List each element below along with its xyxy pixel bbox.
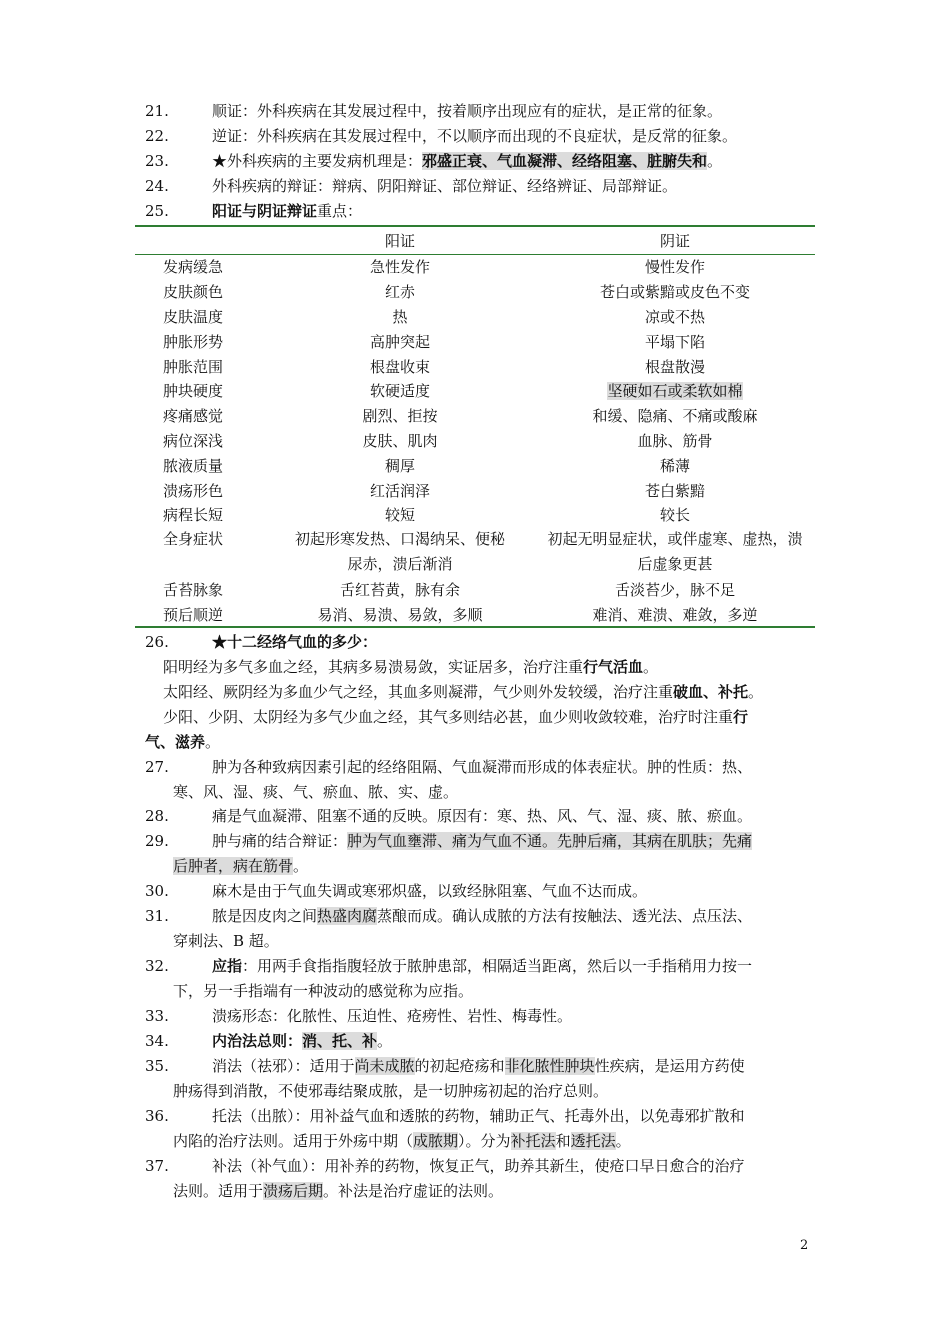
highlight-text: 坚硬如石或柔软如棉 bbox=[607, 382, 743, 401]
table-header-row bbox=[135, 226, 815, 254]
feature-cell: 肿块硬度 bbox=[163, 382, 224, 401]
highlight-text: 邪盛正衰、气血凝滞、经络阻塞、脏腑失和 bbox=[422, 152, 708, 170]
meridian-line-1: 阳明经为多气多血之经，其病多易溃易敛，实证居多，治疗注重行气活血。 bbox=[163, 658, 659, 676]
item-text-continued: 法则。适用于溃疡后期。补法是治疗虚证的法则。 bbox=[173, 1182, 504, 1200]
table-row bbox=[135, 527, 815, 577]
highlight-text: 肿为气血壅滞、痛为气血不通。先肿后痛，其病在肌肤；先痛 bbox=[347, 832, 753, 850]
table-row bbox=[135, 354, 815, 379]
item-text: 应指：用两手食指指腹轻放于脓肿患部，相隔适当距离，然后以一手指稍用力按一 bbox=[212, 957, 753, 975]
yin-cell: 和缓、隐痛、不痛或酸麻 bbox=[592, 407, 758, 426]
meridian-line-3: 少阳、少阴、太阴经为多气少血之经，其气多则结必甚，血少则收敛较难，治疗时注重行 bbox=[163, 708, 749, 726]
feature-cell: 肿胀范围 bbox=[163, 357, 224, 376]
yin-yang-comparison-table bbox=[135, 225, 815, 628]
table-header-feature bbox=[135, 226, 265, 254]
item-number: 24. bbox=[145, 177, 169, 195]
item-text: 肿为各种致病因素引起的经络阻隔、气血凝滞而形成的体表症状。肿的性质：热、 bbox=[212, 758, 753, 776]
item-text: 溃疡形态：化脓性、压迫性、疮痨性、岩性、梅毒性。 bbox=[212, 1007, 573, 1025]
feature-cell: 疼痛感觉 bbox=[163, 407, 224, 426]
feature-cell: 病位深浅 bbox=[163, 431, 224, 450]
table-row bbox=[135, 577, 815, 602]
item-number: 21. bbox=[145, 102, 169, 120]
yin-cell: 稀薄 bbox=[659, 456, 690, 475]
yin-cell: 凉或不热 bbox=[644, 307, 705, 326]
item-text: 顺证：外科疾病在其发展过程中，按着顺序出现应有的症状，是正常的征象。 bbox=[212, 102, 723, 120]
item-text-continued: 内陷的治疗法则。适用于外疡中期（成脓期）。分为补托法和透托法。 bbox=[173, 1132, 631, 1150]
item-text: 逆证：外科疾病在其发展过程中，不以顺序而出现的不良症状，是反常的征象。 bbox=[212, 127, 738, 145]
item-text: 痛是气血凝滞、阻塞不通的反映。原因有：寒、热、风、气、湿、痰、脓、瘀血。 bbox=[212, 807, 753, 825]
item-number: 28. bbox=[145, 807, 169, 825]
item-text: 补法（补气血）：用补养的药物，恢复正气，助养其新生，使疮口早日愈合的治疗 bbox=[212, 1157, 745, 1175]
yang-cell: 剧烈、拒按 bbox=[362, 407, 438, 426]
yin-cell: 平塌下陷 bbox=[644, 332, 705, 351]
item-27 bbox=[145, 757, 825, 803]
feature-cell: 全身症状 bbox=[163, 530, 224, 549]
page-number: 2 bbox=[800, 1238, 809, 1253]
yang-cell: 初起形寒发热、口渴纳呆、便秘 尿赤，溃后渐消 bbox=[294, 530, 505, 574]
feature-cell: 肿胀形势 bbox=[163, 332, 224, 351]
yang-cell: 红赤 bbox=[384, 283, 415, 302]
item-text: ★外科疾病的主要发病机理是：邪盛正衰、气血凝滞、经络阻塞、脏腑失和。 bbox=[212, 152, 723, 170]
feature-cell: 皮肤温度 bbox=[163, 307, 224, 326]
item-29 bbox=[145, 831, 825, 877]
item-text: 外科疾病的辩证：辩病、阴阳辩证、部位辩证、经络辨证、局部辩证。 bbox=[212, 177, 678, 195]
item-text: 内治法总则：消、托、补。 bbox=[212, 1032, 393, 1050]
table-row bbox=[135, 403, 815, 428]
item-number: 22. bbox=[145, 127, 169, 145]
meridian-line-2: 太阳经、厥阴经为多血少气之经，其血多则凝滞，气少则外发较缓，治疗注重破血、补托。 bbox=[163, 683, 764, 701]
item-number: 29. bbox=[145, 832, 169, 850]
highlight-text: 热盛肉腐 bbox=[317, 907, 378, 925]
item-text: 托法（出脓）：用补益气血和透脓的药物，辅助正气、托毒外出，以免毒邪扩散和 bbox=[212, 1107, 745, 1125]
yin-cell: 苍白紫黯 bbox=[644, 481, 705, 500]
table-header-yin: 阴证 bbox=[535, 226, 815, 254]
yang-cell: 较短 bbox=[384, 506, 415, 525]
item-number: 37. bbox=[145, 1157, 169, 1175]
yang-cell: 热 bbox=[392, 307, 408, 326]
item-32 bbox=[145, 956, 825, 1002]
item-number: 35. bbox=[145, 1057, 169, 1075]
item-36 bbox=[145, 1106, 825, 1152]
yang-cell: 急性发作 bbox=[369, 258, 430, 277]
highlight-text: 成脓期 bbox=[413, 1132, 459, 1150]
yin-cell bbox=[535, 378, 815, 403]
item-37 bbox=[145, 1156, 825, 1202]
table-row bbox=[135, 453, 815, 478]
item-31 bbox=[145, 906, 825, 952]
highlight-text: 后肿者，病在筋骨 bbox=[173, 857, 294, 875]
yin-cell: 较长 bbox=[659, 506, 690, 525]
yang-cell: 舌红苔黄，脉有余 bbox=[339, 580, 460, 599]
item-number: 26. bbox=[145, 633, 169, 651]
feature-cell: 溃疡形色 bbox=[163, 481, 224, 500]
item-number: 27. bbox=[145, 758, 169, 776]
feature-cell: 病程长短 bbox=[163, 506, 224, 525]
yang-cell: 软硬适度 bbox=[369, 382, 430, 401]
yang-cell: 皮肤、肌肉 bbox=[362, 431, 438, 450]
item-number: 23. bbox=[145, 152, 169, 170]
highlight-text: 非化脓性肿块 bbox=[504, 1057, 595, 1075]
table-row bbox=[135, 304, 815, 329]
item-text-continued: 后肿者，病在筋骨。 bbox=[173, 857, 309, 875]
item-text: 肿与痛的结合辩证：肿为气血壅滞、痛为气血不通。先肿后痛，其病在肌肤；先痛 bbox=[212, 832, 753, 850]
item-number: 36. bbox=[145, 1107, 169, 1125]
feature-cell: 脓液质量 bbox=[163, 456, 224, 475]
table-row bbox=[135, 279, 815, 304]
highlight-text: 溃疡后期 bbox=[263, 1182, 324, 1200]
table-row bbox=[135, 378, 815, 403]
table-row bbox=[135, 329, 815, 354]
highlight-text: 透托法 bbox=[570, 1132, 616, 1150]
feature-cell: 舌苔脉象 bbox=[163, 580, 224, 599]
item-number: 33. bbox=[145, 1007, 169, 1025]
item-number: 34. bbox=[145, 1032, 169, 1050]
feature-cell: 皮肤颜色 bbox=[163, 283, 224, 302]
yang-cell: 红活润泽 bbox=[369, 481, 430, 500]
yin-cell: 初起无明显症状，或伴虚寒、虚热，溃 后虚象更甚 bbox=[547, 530, 803, 574]
table-row bbox=[135, 428, 815, 453]
item-number: 30. bbox=[145, 882, 169, 900]
item-number: 32. bbox=[145, 957, 169, 975]
item-number: 25. bbox=[145, 202, 169, 220]
item-text: 脓是因皮肉之间热盛肉腐蒸酿而成。确认成脓的方法有按触法、透光法、点压法、 bbox=[212, 907, 753, 925]
table-row bbox=[135, 478, 815, 503]
yin-cell: 苍白或紫黯或皮色不变 bbox=[599, 283, 750, 302]
highlight-text: 补托法 bbox=[510, 1132, 556, 1150]
table-header-yang: 阳证 bbox=[265, 226, 535, 254]
item-text-continued: 穿刺法、B 超。 bbox=[173, 932, 279, 950]
yin-cell: 难消、难溃、难敛，多逆 bbox=[535, 602, 815, 628]
item-text: ★十二经络气血的多少： bbox=[212, 633, 378, 651]
yang-cell: 易消、易溃、易敛，多顺 bbox=[265, 602, 535, 628]
yang-cell: 稠厚 bbox=[384, 456, 415, 475]
highlight-text: 消、托、补 bbox=[302, 1032, 378, 1050]
highlight-text: 尚未成脓 bbox=[354, 1057, 415, 1075]
item-number: 31. bbox=[145, 907, 169, 925]
yin-cell: 血脉、筋骨 bbox=[637, 431, 713, 450]
yang-cell: 高肿突起 bbox=[369, 332, 430, 351]
table-row bbox=[135, 602, 815, 628]
yin-cell: 根盘散漫 bbox=[644, 357, 705, 376]
feature-cell: 发病缓急 bbox=[163, 258, 224, 277]
item-text: 阳证与阴证辩证重点： bbox=[212, 202, 363, 220]
item-text-continued: 下，另一手指端有一种波动的感觉称为应指。 bbox=[173, 982, 474, 1000]
feature-cell: 预后顺逆 bbox=[135, 602, 265, 628]
item-35 bbox=[145, 1056, 825, 1102]
item-text-continued: 寒、风、湿、痰、气、瘀血、脓、实、虚。 bbox=[173, 783, 459, 801]
table-row bbox=[135, 254, 815, 279]
item-text: 麻木是由于气血失调或寒邪炽盛，以致经脉阻塞、气血不达而成。 bbox=[212, 882, 648, 900]
meridian-line-4: 气、滋养。 bbox=[145, 733, 221, 751]
yin-cell: 慢性发作 bbox=[644, 258, 705, 277]
yang-cell: 根盘收束 bbox=[369, 357, 430, 376]
item-text: 消法（祛邪）：适用于尚未成脓的初起疮疡和非化脓性肿块性疾病，是运用方药使 bbox=[212, 1057, 745, 1075]
item-text-continued: 肿疡得到消散，不使邪毒结聚成脓，是一切肿疡初起的治疗总则。 bbox=[173, 1082, 609, 1100]
yin-cell: 舌淡苔少，脉不足 bbox=[614, 580, 735, 599]
table-row bbox=[135, 502, 815, 527]
